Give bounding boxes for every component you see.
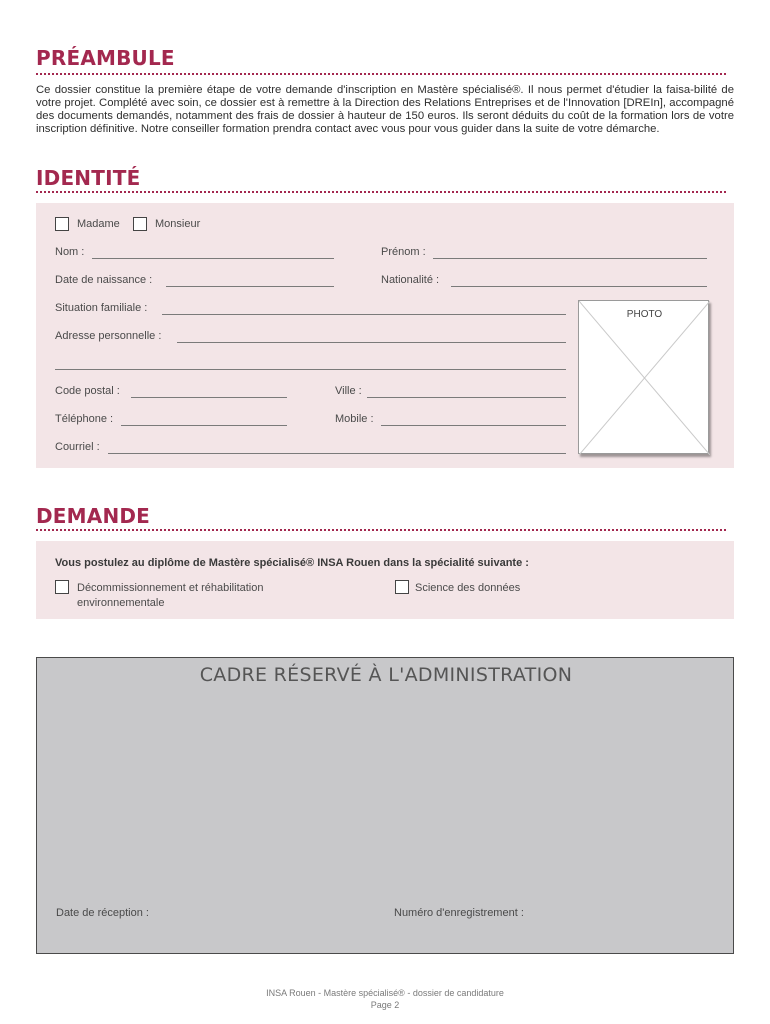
ville-field[interactable] — [367, 397, 566, 398]
prenom-field[interactable] — [433, 258, 707, 259]
madame-checkbox[interactable] — [55, 217, 69, 231]
demande-divider — [36, 529, 726, 531]
decommissionnement-label-line2: environnementale — [77, 597, 165, 609]
adresse-field[interactable] — [177, 342, 566, 343]
science-donnees-checkbox[interactable] — [395, 580, 409, 594]
demande-title: DEMANDE — [36, 504, 151, 528]
preambule-divider — [36, 73, 726, 75]
page-number: Page 2 — [370, 1000, 400, 1010]
situation-familiale-field[interactable] — [162, 314, 566, 315]
photo-placeholder-icon — [579, 301, 710, 455]
science-donnees-label: Science des données — [415, 582, 521, 594]
admin-box — [36, 657, 734, 954]
prenom-label: Prénom : — [381, 246, 426, 258]
photo-box[interactable] — [578, 300, 709, 454]
monsieur-label: Monsieur — [155, 218, 201, 230]
madame-label: Madame — [77, 218, 120, 230]
decommissionnement-label-line1: Décommissionnement et réhabilitation — [77, 582, 264, 594]
code-postal-field[interactable] — [131, 397, 287, 398]
identite-title: IDENTITÉ — [36, 166, 141, 190]
photo-label: PHOTO — [626, 309, 663, 320]
courriel-label: Courriel : — [55, 441, 100, 453]
admin-title: CADRE RÉSERVÉ À L'ADMINISTRATION — [199, 664, 573, 686]
date-naissance-field[interactable] — [166, 286, 334, 287]
nationalite-field[interactable] — [451, 286, 707, 287]
decommissionnement-checkbox[interactable] — [55, 580, 69, 594]
preambule-title: PRÉAMBULE — [36, 46, 175, 70]
adresse-field-line2[interactable] — [55, 369, 566, 370]
identite-divider — [36, 191, 726, 193]
date-naissance-label: Date de naissance : — [55, 274, 153, 286]
date-reception-label: Date de réception : — [56, 907, 149, 919]
monsieur-checkbox[interactable] — [133, 217, 147, 231]
demande-question: Vous postulez au diplôme de Mastère spécialisé® INSA Rouen dans la spécialité suivante : — [55, 557, 529, 569]
footer-title: INSA Rouen - Mastère spécialisé® - dossier de candidature — [266, 988, 504, 998]
mobile-field[interactable] — [381, 425, 566, 426]
nom-field[interactable] — [92, 258, 334, 259]
nationalite-label: Nationalité : — [381, 274, 440, 286]
courriel-field[interactable] — [108, 453, 566, 454]
situation-familiale-label: Situation familiale : — [55, 302, 148, 314]
telephone-field[interactable] — [121, 425, 287, 426]
nom-label: Nom : — [55, 246, 85, 258]
adresse-label: Adresse personnelle : — [55, 330, 162, 342]
preambule-text: Ce dossier constitue la première étape de votre demande d'inscription en Mastère spécialisé®. Il nous permet d'étudier la faisa-bilité de votre projet. Complété avec soin, ce dossier est à remettre à la Direction des Relations Entreprises et de l'Innovation [DREIn], accompagné des documents demandés, notamment des frais de dossier à hauteur de 150 euros. Ils seront déduits du coût de la formation lors de votre inscription définitive. Notre conseiller formation prendra contact avec vous pour vous guider dans la suite de votre démarche. — [36, 84, 734, 135]
mobile-label: Mobile : — [335, 413, 374, 425]
telephone-label: Téléphone : — [55, 413, 114, 425]
numero-enregistrement-label: Numéro d'enregistrement : — [394, 907, 524, 919]
ville-label: Ville : — [335, 385, 362, 397]
code-postal-label: Code postal : — [55, 385, 120, 397]
